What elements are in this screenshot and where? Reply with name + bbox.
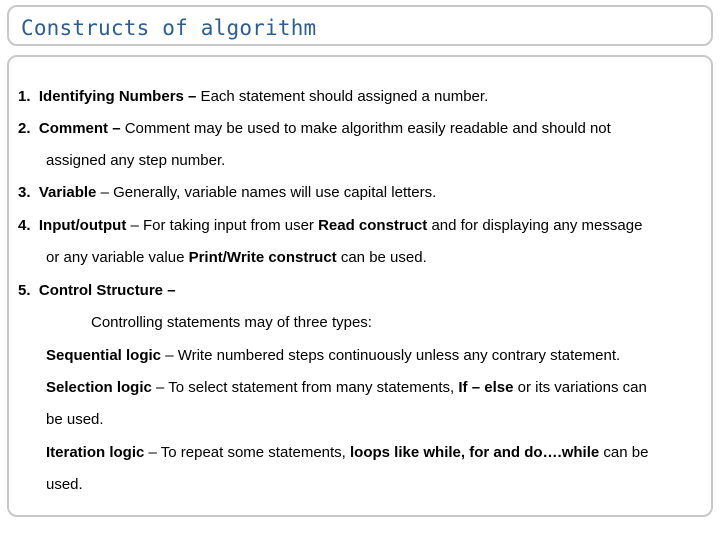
- item-number: 1.: [18, 88, 31, 105]
- item-text: Each statement should assigned a number.: [196, 88, 489, 105]
- slide-title: Constructs of algorithm: [21, 16, 317, 40]
- iteration-continuation: used.: [46, 476, 83, 493]
- list-item-2: [18, 120, 611, 138]
- iteration-text: – To repeat some statements,: [144, 444, 351, 461]
- cont-text: or any variable value: [46, 249, 189, 266]
- item-number: 3.: [18, 184, 31, 201]
- selection-ifelse: If – else: [458, 379, 514, 396]
- list-item-4-continuation: [46, 249, 427, 267]
- item-number: 4.: [18, 217, 31, 234]
- item-term: Input/output: [38, 217, 127, 234]
- selection-continuation: be used.: [46, 411, 104, 428]
- sequential-term: Sequential logic: [46, 347, 162, 364]
- selection-logic: [46, 379, 647, 397]
- iteration-term: Iteration logic: [46, 444, 145, 461]
- item-term-read: Read construct: [318, 217, 428, 234]
- list-item-5: [18, 282, 176, 300]
- list-item-4: [18, 217, 642, 235]
- item-term: Variable: [38, 184, 97, 201]
- selection-text: – To select statement from many statements,: [151, 379, 459, 396]
- item-term: Comment –: [38, 120, 121, 137]
- cont-text-2: can be used.: [336, 249, 427, 266]
- item-number: 5.: [18, 282, 31, 299]
- item-term: Control Structure –: [38, 282, 176, 299]
- selection-term: Selection logic: [46, 379, 152, 396]
- sequential-text: – Write numbered steps continuously unless any contrary statement.: [161, 347, 621, 364]
- item-text: – Generally, variable names will use capital letters.: [96, 184, 437, 201]
- item-number: 2.: [18, 120, 31, 137]
- cont-term-print: Print/Write construct: [188, 249, 337, 266]
- iteration-loops: loops like while, for and do….while: [350, 444, 600, 461]
- title-box: [7, 5, 713, 46]
- item-term: Identifying Numbers –: [38, 88, 197, 105]
- item-text: Comment may be used to make algorithm easily readable and should not: [120, 120, 611, 137]
- list-item-1: [18, 88, 488, 106]
- item-text: – For taking input from user: [126, 217, 319, 234]
- list-item-2-continuation: assigned any step number.: [46, 152, 226, 169]
- list-item-3: [18, 184, 436, 202]
- control-intro: Controlling statements may of three types:: [91, 314, 372, 331]
- item-text-2: and for displaying any message: [427, 217, 643, 234]
- selection-text-2: or its variations can: [513, 379, 647, 396]
- iteration-logic: [46, 444, 648, 462]
- iteration-text-2: can be: [599, 444, 649, 461]
- sequential-logic: [46, 347, 620, 365]
